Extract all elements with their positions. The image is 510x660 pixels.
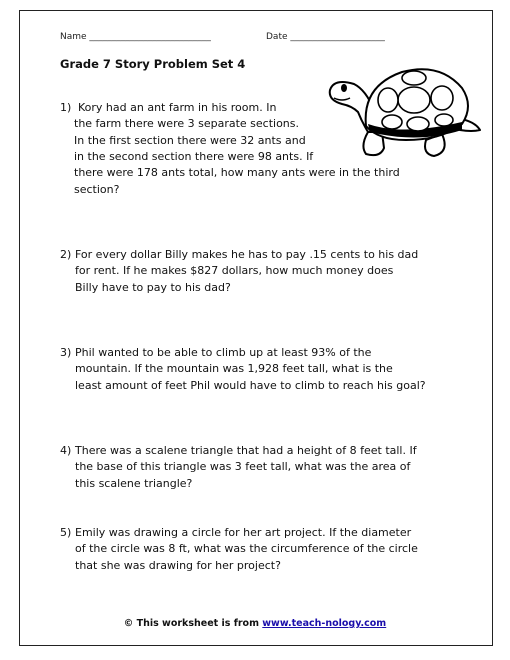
problem-line: this scalene triangle? [75,476,193,490]
problem-line: Phil wanted to be able to climb up at least 93% of the [75,346,372,359]
footer-text: © This worksheet is from [123,618,263,629]
worksheet-title: Grade 7 Story Problem Set 4 [60,57,246,71]
name-field-label: Name ___________________________ [60,32,211,42]
problem-number: 3) [60,346,72,359]
problem-line: Billy have to pay to his dad? [75,280,231,294]
problem-line: For every dollar Billy makes he has to pay .15 cents to his dad [75,248,419,261]
problem-number: 5) [60,526,72,539]
problem-line: In the first section there were 32 ants and [74,133,306,147]
problem-number: 4) [60,444,72,457]
problem-number: 1) [60,101,72,114]
turtle-icon [322,60,484,160]
footer-credit [0,618,510,629]
footer-link[interactable]: www.teach-nology.com [262,618,387,629]
problem-line: in the second section there were 98 ants. If [74,149,314,163]
problem-line: Emily was drawing a circle for her art project. If the diameter [75,526,412,539]
problem-line: Kory had an ant farm in his room. In [78,101,277,114]
problem-line: mountain. If the mountain was 1,928 feet tall, what is the [75,362,393,376]
problem-line: least amount of feet Phil would have to climb to reach his goal? [75,378,426,392]
problem-line: of the circle was 8 ft, what was the circumference of the circle [75,542,418,556]
problem-line: that she was drawing for her project? [75,558,281,572]
date-field-label: Date _____________________ [266,32,385,42]
problem-line: section? [74,182,120,196]
problem-line: the base of this triangle was 3 feet tall, what was the area of [75,460,411,474]
problem-line: for rent. If he makes $827 dollars, how much money does [75,264,394,278]
problem-line: There was a scalene triangle that had a height of 8 feet tall. If [75,444,417,457]
problem-number: 2) [60,248,72,261]
problem-line: the farm there were 3 separate sections. [74,117,300,131]
problem-line: there were 178 ants total, how many ants were in the third [74,166,400,180]
